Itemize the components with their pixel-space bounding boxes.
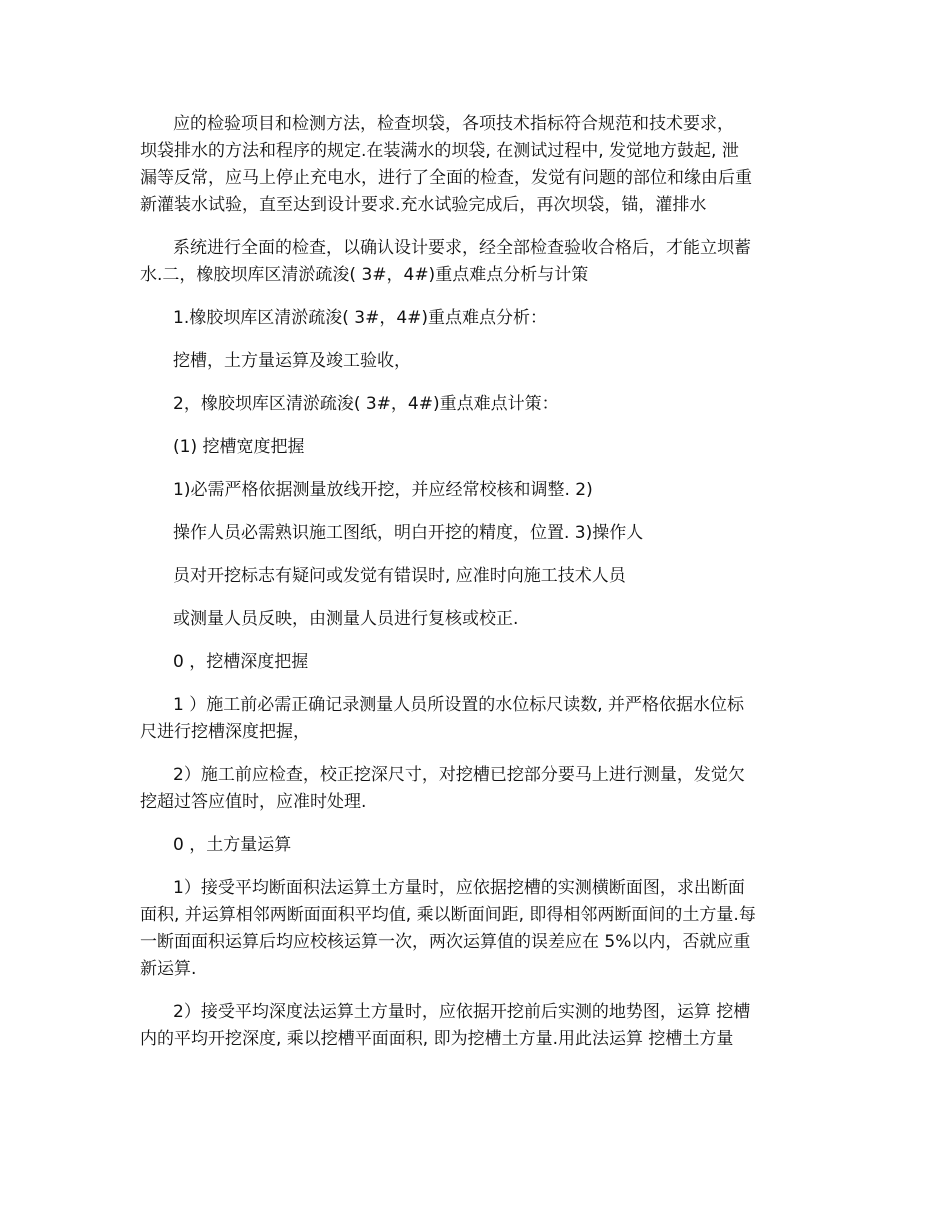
text-line: 新运算. bbox=[140, 959, 197, 979]
text-line: 2，橡胶坝库区清淤疏浚( 3#，4#)重点难点计策： bbox=[173, 394, 559, 414]
text-line: 一断面面积运算后均应校核运算一次，两次运算值的误差应在 5%以内，否就应重 bbox=[140, 932, 751, 952]
text-line: 员对开挖标志有疑问或发觉有错误时, 应准时向施工技术人员 bbox=[173, 566, 626, 586]
text-line: 内的平均开挖深度, 乘以挖槽平面面积, 即为挖槽土方量.用此法运算 挖槽土方量 bbox=[140, 1029, 734, 1049]
text-line: 应的检验项目和检测方法，检查坝袋，各项技术指标符合规范和技术要求， bbox=[173, 114, 734, 134]
paragraph bbox=[140, 649, 808, 676]
text-line: 0 ，土方量运算 bbox=[173, 835, 292, 855]
text-line: 2）接受平均深度法运算土方量时，应依据开挖前后实测的地势图，运算 挖槽 bbox=[173, 1002, 751, 1022]
text-line: 面积, 并运算相邻两断面面积平均值, 乘以断面间距, 即得相邻两断面间的土方量.每 bbox=[140, 905, 756, 925]
text-line: 挖超过答应值时，应准时处理. bbox=[140, 792, 367, 812]
paragraph bbox=[140, 875, 808, 983]
paragraph bbox=[140, 111, 808, 219]
paragraph bbox=[140, 391, 808, 418]
paragraph bbox=[140, 520, 808, 547]
text-line: 挖槽，土方量运算及竣工验收， bbox=[173, 351, 411, 371]
paragraph bbox=[140, 348, 808, 375]
text-line: 1）接受平均断面积法运算土方量时，应依据挖槽的实测横断面图，求出断面 bbox=[173, 878, 745, 898]
text-line: 1)必需严格依据测量放线开挖，并应经常校核和调整. 2) bbox=[173, 480, 593, 500]
paragraph bbox=[140, 434, 808, 461]
text-line: 系统进行全面的检查，以确认设计要求，经全部检查验收合格后，才能立坝蓄 bbox=[173, 238, 751, 258]
text-line: 坝袋排水的方法和程序的规定.在装满水的坝袋, 在测试过程中, 发觉地方鼓起, 泄 bbox=[140, 141, 739, 161]
text-line: (1) 挖槽宽度把握 bbox=[173, 437, 305, 457]
text-line: 1.橡胶坝库区清淤疏浚( 3#，4#)重点难点分析： bbox=[173, 308, 548, 328]
text-line: 新灌装水试验，直至达到设计要求.充水试验完成后，再次坝袋，锚，灌排水 bbox=[140, 195, 707, 215]
text-line: 尺进行挖槽深度把握， bbox=[140, 722, 310, 742]
text-line: 操作人员必需熟识施工图纸，明白开挖的精度，位置. 3)操作人 bbox=[173, 523, 644, 543]
text-line: 2）施工前应检查，校正挖深尺寸，对挖槽已挖部分要马上进行测量，发觉欠 bbox=[173, 765, 745, 785]
document-body bbox=[140, 111, 808, 1069]
text-line: 1 ）施工前必需正确记录测量人员所设置的水位标尺读数, 并严格依据水位标 bbox=[173, 695, 745, 715]
paragraph bbox=[140, 832, 808, 859]
paragraph bbox=[140, 305, 808, 332]
paragraph bbox=[140, 692, 808, 746]
text-line: 或测量人员反映，由测量人员进行复核或校正. bbox=[173, 609, 519, 629]
text-line: 漏等反常，应马上停止充电水，进行了全面的检查，发觉有问题的部位和缘由后重 bbox=[140, 168, 752, 188]
paragraph bbox=[140, 563, 808, 590]
paragraph bbox=[140, 477, 808, 504]
paragraph bbox=[140, 999, 808, 1053]
paragraph bbox=[140, 762, 808, 816]
paragraph bbox=[140, 606, 808, 633]
paragraph bbox=[140, 235, 808, 289]
text-line: 0 ，挖槽深度把握 bbox=[173, 652, 309, 672]
text-line: 水.二，橡胶坝库区清淤疏浚( 3#，4#)重点难点分析与计策 bbox=[140, 265, 589, 285]
